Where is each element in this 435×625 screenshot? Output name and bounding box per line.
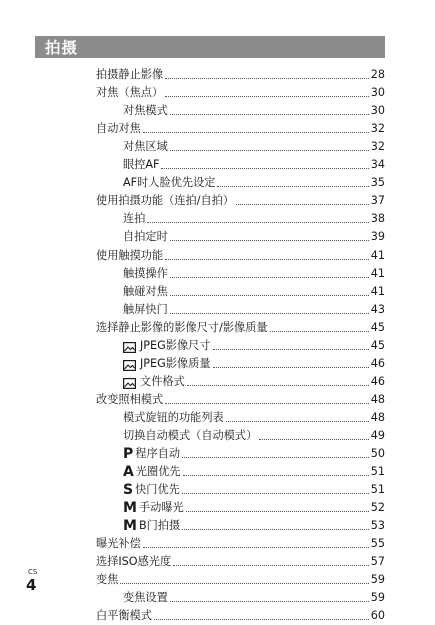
toc-label: 光圈优先 (135, 465, 181, 479)
toc-page-number: 48 (370, 392, 385, 406)
toc-page-number: 41 (370, 248, 385, 262)
toc-page-number: 38 (370, 212, 385, 226)
toc-label: 选择ISO感光度 (96, 555, 172, 569)
toc-label: 拍摄静止影像 (96, 68, 164, 82)
toc-label: 使用触摸功能 (96, 248, 164, 262)
toc-page-number: 30 (370, 104, 385, 118)
toc-page-number: 52 (370, 501, 385, 515)
toc-label: B门拍摄 (138, 519, 181, 533)
dot-leader (186, 511, 369, 512)
toc-page-number: 30 (370, 86, 385, 100)
toc-page-number: 37 (370, 194, 385, 208)
dot-leader (170, 114, 369, 115)
toc-label: 变焦设置 (123, 591, 168, 605)
toc-page-number: 60 (370, 609, 385, 623)
toc-page-number: 28 (370, 68, 385, 82)
toc-subentry[interactable] (96, 138, 385, 156)
still-image-icon (123, 360, 138, 371)
toc-label: 程序自动 (135, 447, 181, 461)
toc-subentry[interactable] (96, 265, 385, 283)
toc-label: 对焦（焦点） (96, 86, 164, 100)
page-number: 4 (26, 576, 37, 594)
toc-entry[interactable] (96, 319, 385, 337)
dot-leader (213, 367, 369, 368)
toc-page-number: 46 (370, 374, 385, 388)
toc-label: 对焦区域 (123, 140, 168, 154)
toc-page-number: 46 (370, 356, 385, 370)
toc-subentry[interactable] (96, 156, 385, 174)
toc-subentry[interactable] (96, 228, 385, 246)
toc-label: 对焦模式 (123, 104, 168, 118)
dot-leader (165, 78, 369, 79)
toc-label: 自拍定时 (123, 230, 168, 244)
toc-label: 切换自动模式（自动模式） (123, 428, 258, 442)
mode-s-icon: S (123, 482, 134, 499)
mode-m-icon: M (123, 500, 137, 517)
toc-label: 选择静止影像的影像尺寸/影像质量 (96, 320, 268, 334)
toc-subentry[interactable] (96, 517, 385, 535)
mode-p-icon: P (123, 446, 134, 463)
dot-leader (161, 168, 368, 169)
toc-label: 文件格式 (140, 374, 185, 388)
dot-leader (170, 240, 369, 241)
dot-leader (187, 385, 369, 386)
toc-entry[interactable] (96, 84, 385, 102)
toc-label: 使用拍摄功能（连拍/自拍） (96, 194, 235, 208)
toc-page-number: 48 (370, 410, 385, 424)
toc-entry[interactable] (96, 66, 385, 84)
toc-subentry[interactable] (96, 283, 385, 301)
dot-leader (236, 204, 369, 205)
toc-label: AF时人脸优先设定 (123, 176, 216, 190)
dot-leader (182, 529, 369, 530)
dot-leader (120, 583, 368, 584)
toc-page-number: 51 (370, 465, 385, 479)
toc-entry[interactable] (96, 192, 385, 210)
toc-label: JPEG影像质量 (140, 356, 211, 370)
toc-page-number: 50 (370, 447, 385, 461)
toc-label: 连拍 (123, 212, 146, 226)
dot-leader (173, 565, 369, 566)
toc-subentry[interactable] (96, 355, 385, 373)
toc-label: 触碰对焦 (123, 284, 168, 298)
toc-page-number: 59 (370, 591, 385, 605)
toc-subentry[interactable] (96, 373, 385, 391)
toc-label: 触摸操作 (123, 266, 168, 280)
dot-leader (170, 150, 369, 151)
dot-leader (165, 259, 369, 260)
toc-entry[interactable] (96, 246, 385, 264)
toc-entry[interactable] (96, 120, 385, 138)
section-header (35, 36, 385, 58)
toc-page-number: 39 (370, 230, 385, 244)
language-code: CS (28, 568, 38, 576)
toc-page-number: 59 (370, 573, 385, 587)
dot-leader (143, 132, 369, 133)
toc-page-number: 32 (370, 122, 385, 136)
section-title: 拍摄 (45, 39, 79, 57)
toc-subentry[interactable] (96, 210, 385, 228)
toc-page-number: 43 (370, 302, 385, 316)
dot-leader (182, 457, 369, 458)
toc-subentry[interactable] (96, 174, 385, 192)
toc-page-number: 35 (370, 176, 385, 190)
toc-entry[interactable] (96, 607, 385, 625)
toc-subentry[interactable] (96, 481, 385, 499)
dot-leader (270, 331, 369, 332)
toc-subentry[interactable] (96, 427, 385, 445)
toc-label: 自动对焦 (96, 122, 141, 136)
toc-label: 触屏快门 (123, 302, 168, 316)
toc-page-number: 49 (370, 428, 385, 442)
toc-page-number: 57 (370, 555, 385, 569)
toc-page-number: 51 (370, 483, 385, 497)
toc-entry[interactable] (96, 391, 385, 409)
dot-leader (259, 439, 368, 440)
dot-leader (226, 421, 369, 422)
dot-leader (154, 619, 369, 620)
dot-leader (170, 313, 369, 314)
toc-subentry[interactable] (96, 337, 385, 355)
toc-page-number: 34 (370, 158, 385, 172)
dot-leader (147, 222, 368, 223)
toc-entry[interactable] (96, 571, 385, 589)
dot-leader (170, 277, 369, 278)
toc-label: 曝光补偿 (96, 537, 141, 551)
toc-entry[interactable] (96, 535, 385, 553)
toc-label: 快门优先 (135, 483, 180, 497)
toc-label: 手动曝光 (138, 501, 184, 515)
toc-page-number: 41 (370, 266, 385, 280)
dot-leader (165, 403, 369, 404)
toc-label: 眼控AF (123, 158, 160, 172)
table-of-contents (96, 66, 385, 625)
toc-page-number: 55 (370, 537, 385, 551)
mode-m-icon: M (123, 518, 137, 535)
toc-entry[interactable] (96, 553, 385, 571)
toc-label: 模式旋钮的功能列表 (123, 410, 224, 424)
dot-leader (143, 547, 369, 548)
mode-a-icon: A (123, 464, 134, 481)
still-image-icon (123, 342, 138, 353)
dot-leader (183, 475, 369, 476)
dot-leader (170, 601, 369, 602)
toc-page-number: 45 (370, 320, 385, 334)
dot-leader (217, 186, 368, 187)
toc-label: 改变照相模式 (96, 392, 164, 406)
toc-label: 白平衡模式 (96, 609, 152, 623)
toc-subentry[interactable] (96, 301, 385, 319)
still-image-icon (123, 378, 138, 389)
dot-leader (182, 493, 369, 494)
toc-subentry[interactable] (96, 409, 385, 427)
toc-page-number: 53 (370, 519, 385, 533)
toc-page-number: 32 (370, 140, 385, 154)
toc-subentry[interactable] (96, 589, 385, 607)
dot-leader (165, 96, 369, 97)
toc-label: JPEG影像尺寸 (140, 338, 211, 352)
toc-page-number: 45 (370, 338, 385, 352)
dot-leader (213, 349, 369, 350)
toc-subentry[interactable] (96, 102, 385, 120)
dot-leader (170, 295, 369, 296)
toc-subentry[interactable] (96, 463, 385, 481)
toc-subentry[interactable] (96, 499, 385, 517)
toc-label: 变焦 (96, 573, 119, 587)
toc-page-number: 41 (370, 284, 385, 298)
toc-subentry[interactable] (96, 445, 385, 463)
